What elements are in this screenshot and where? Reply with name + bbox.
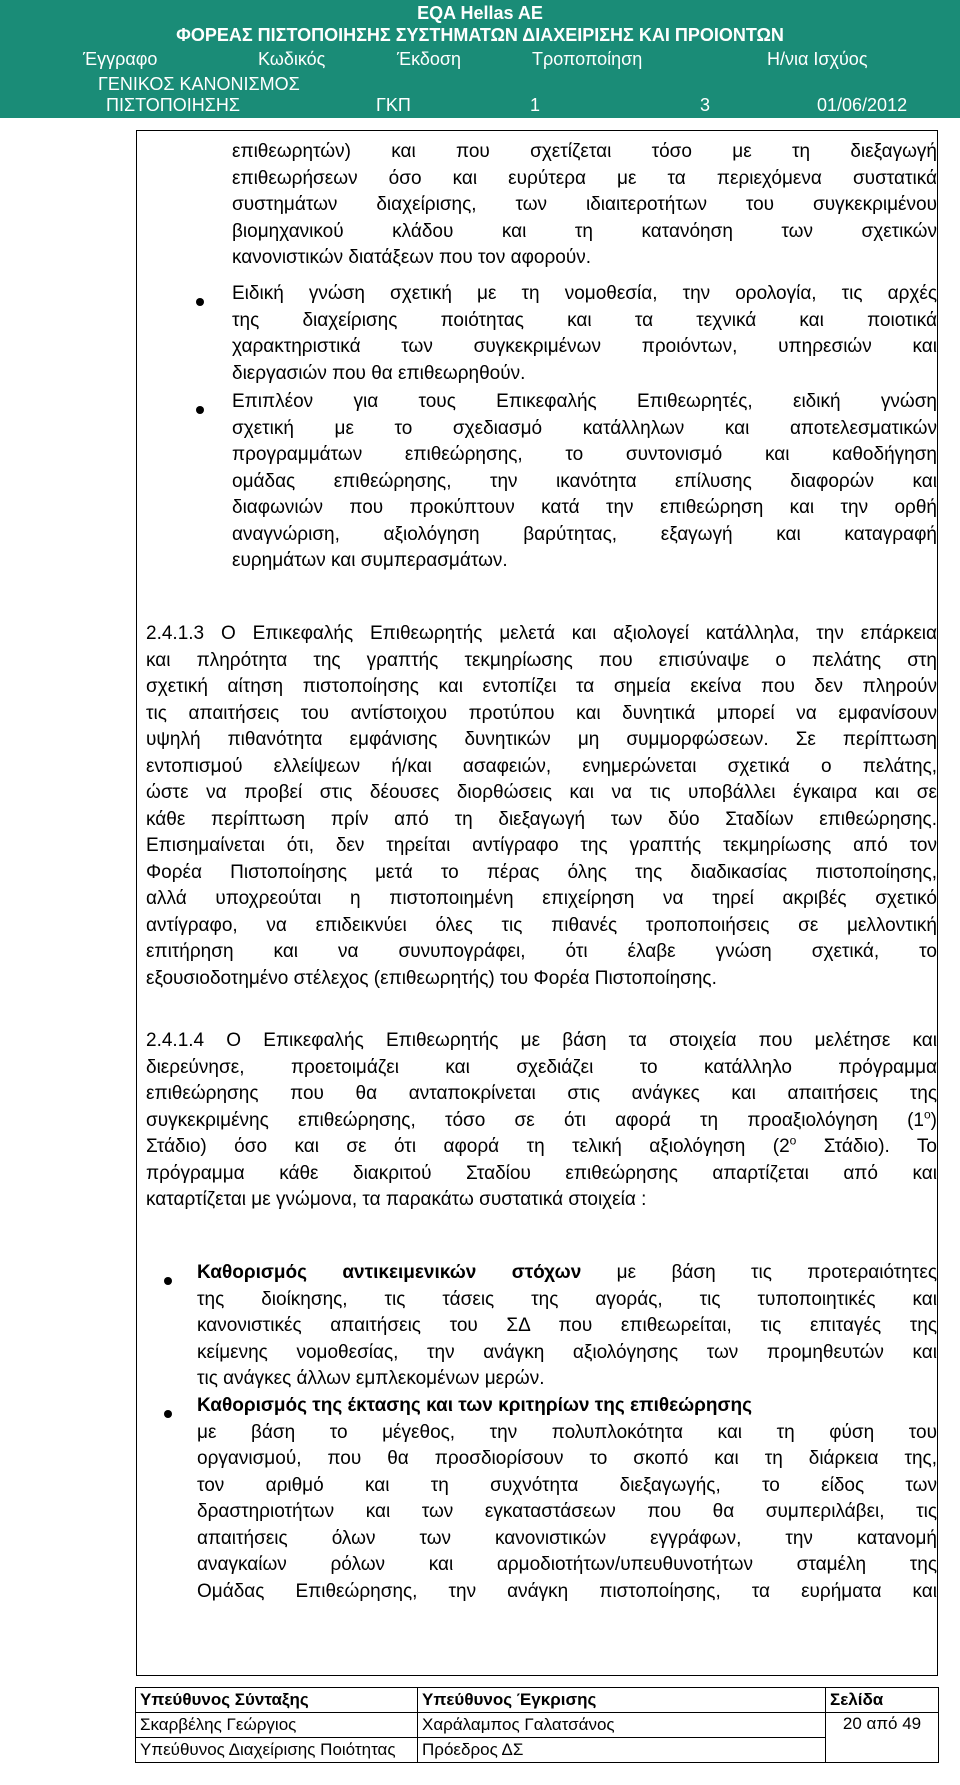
text-line: Ομάδας Επιθεώρησης, την ανάγκη πιστοποίησης, τα ευρήματα και: [197, 1580, 937, 1602]
footer-heading-page: Σελίδα: [826, 1688, 939, 1713]
doc-code: ΓΚΠ: [376, 95, 411, 115]
text-line: 2.4.1.3 Ο Επικεφαλής Επιθεωρητής μελετά και αξιολογεί κατάλληλα, την επάρκεια: [146, 623, 937, 644]
text-line: 2.4.1.4 Ο Επικεφαλής Επιθεωρητής με βάση τα στοιχεία που μελέτησε και: [146, 1030, 937, 1051]
bold-heading: Καθορισμός αντικειμενικών στόχων: [197, 1262, 582, 1283]
text-line: επιθεώρησης που θα ανταποκρίνεται στις ανάγκες και απαιτήσεις της: [146, 1083, 937, 1104]
doc-title-line-1: ΓΕΝΙΚΟΣ ΚΑΝΟΝΙΣΜΟΣ: [98, 74, 300, 94]
text-line: Επισημαίνεται ότι, δεν τηρείται αντίγραφο της γραπτής τεκμηρίωσης από τον: [146, 835, 937, 856]
text-line: πρόγραμμα κάθε διακριτού Σταδίου επιθεώρησης απαρτίζεται από και: [146, 1162, 937, 1184]
footer-compiler-name: Σκαρβέλης Γεώργιος: [136, 1713, 418, 1738]
text-line: Φορέα Πιστοποίησης μετά το πέρας όλης της διαδικασίας πιστοποίησης,: [146, 861, 937, 883]
text-line: αλλά υποχρεούται η πιστοποιημένη επιχείρηση να τηρεί ακριβές σχετικό: [146, 888, 937, 909]
footer-table: [135, 1687, 939, 1763]
text-line: Ειδική γνώση σχετική με τη νομοθεσία, την ορολογία, τις αρχές: [232, 283, 937, 304]
text-line: [146, 1108, 937, 1135]
text-fragment: με βάση τις προτεραιότητες: [581, 1262, 937, 1283]
label-code: Κωδικός: [258, 49, 326, 69]
text-fragment: Στάδιο) όσο και σε ότι αφορά τη τελική αξιολόγηση (2: [146, 1136, 790, 1157]
text-line: σχετική με το σχεδιασμό κατάλληλων και αποτελεσματικών: [232, 417, 937, 439]
header-labels-row: [0, 48, 960, 70]
text-line: τις απαιτήσεις του αντίστοιχου προτύπου και δυνητικά μπορεί να εμφανίσουν: [146, 702, 937, 724]
text-line: και πληρότητα της γραπτής τεκμηρίωσης που επισύναψε ο πελάτης στη: [146, 649, 937, 671]
section-2-4-1-4: [146, 1028, 937, 1214]
bullet-dot: [164, 1277, 172, 1285]
document-footer: [135, 1687, 938, 1781]
bullet-scope-criteria: [197, 1393, 937, 1605]
label-revision: Τροποποίηση: [532, 49, 643, 69]
bullet-objectives: [197, 1260, 937, 1393]
text-line: απαιτήσεις όλων των κανονιστικών εγγράφων, την κατανομή: [197, 1527, 937, 1549]
footer-heading-compiler: Υπεύθυνος Σύνταξης: [136, 1688, 418, 1713]
text-line: σχετική αίτηση πιστοποίησης και εντοπίζει τα σημεία εκείνα που δεν πληρούν: [146, 676, 937, 697]
superscript: ο: [923, 1107, 931, 1122]
text-line: υψηλή πιθανότητα εμφάνισης δυνητικών μη συμμορφώσεων. Σε περίπτωση: [146, 729, 937, 750]
text-line: ευρημάτων και συμπερασμάτων.: [232, 550, 508, 571]
label-document: Έγγραφο: [83, 49, 158, 69]
text-line: διεργασιών που θα επιθεωρηθούν.: [232, 362, 526, 384]
text-line: βιομηχανικού κλάδου και τη κατανόηση των σχετικών: [232, 220, 937, 242]
text-line: της διοίκησης, τις τάσεις της αγοράς, τις τυποποιητικές και: [197, 1288, 937, 1310]
doc-edition: 1: [530, 95, 541, 115]
text-line: της διαχείρισης ποιότητας και τα τεχνικά και ποιοτικά: [232, 309, 937, 331]
text-line: κάθε περίπτωση πρίν από τη διεξαγωγή των δύο Σταδίων επιθεώρησης.: [146, 808, 937, 830]
doc-title-line-2: ΠΙΣΤΟΠΟΙΗΣΗΣ: [106, 95, 241, 115]
doc-date: 01/06/2012: [817, 95, 908, 115]
text-line: διερεύνησε, προετοιμάζει και σχεδιάζει το κατάλληλο πρόγραμμα: [146, 1056, 937, 1078]
bullet-lead-auditors: [232, 389, 937, 575]
text-line: αναγκαίων ρόλων και αρμοδιοτήτων/υπευθυνοτήτων σταμέλη της: [197, 1554, 937, 1575]
bullet-dot: [196, 406, 204, 414]
text-line: [197, 1260, 937, 1287]
document-header: [0, 0, 960, 118]
text-line: καταρτίζεται με γνώμονα, τα παρακάτω συστατικά στοιχεία :: [146, 1189, 647, 1210]
text-line: προγραμμάτων επιθεώρησης, το συντονισμό και καθοδήγηση: [232, 444, 937, 465]
footer-approver-role: Πρόεδρος ΔΣ: [418, 1738, 826, 1763]
text-line: δραστηριοτήτων και των εγκαταστάσεων που θα συμπεριλάβει, τις: [197, 1501, 937, 1522]
text-line: τον αριθμό και τη συχνότητα διεξαγωγής, το είδος των: [197, 1474, 937, 1496]
text-line: με βάση το μέγεθος, την πολυπλοκότητα και τη φύση του: [197, 1421, 937, 1443]
footer-compiler-role: Υπεύθυνος Διαχείρισης Ποιότητας: [136, 1738, 418, 1763]
text-line: επιτήρηση και να συνυπογράφει, ότι έλαβε γνώση σχετικά, το: [146, 941, 937, 962]
text-line: κανονιστικών διατάξεων που τον αφορούν.: [232, 247, 592, 268]
footer-page-number: 20 από 49: [826, 1713, 939, 1763]
text-line: οργανισμού, που θα προσδιορίσουν το σκοπό και τη διάρκεια της,: [197, 1448, 937, 1469]
text-line: ομάδας επιθεώρησης, την ικανότητα επίλυσης διαφορών και: [232, 470, 937, 492]
header-title-row: [0, 73, 960, 95]
bullet-dot: [196, 298, 204, 306]
text-fragment: ): [930, 1109, 937, 1131]
text-line: [197, 1393, 937, 1420]
superscript: ο: [789, 1133, 797, 1148]
text-line: συστημάτων διαχείρισης, των ιδιαιτεροτήτων του συγκεκριμένου: [232, 194, 937, 215]
label-date: Η/νια Ισχύος: [767, 49, 868, 69]
text-line: αναγνώριση, αξιολόγηση βαρύτητας, εξαγωγή και καταγραφή: [232, 523, 937, 545]
header-org: EQA Hellas AE: [417, 3, 543, 23]
bold-heading: Καθορισμός της έκτασης και των κριτηρίων της επιθεώρησης: [197, 1395, 753, 1416]
header-system: ΦΟΡΕΑΣ ΠΙΣΤΟΠΟΙΗΣΗΣ ΣΥΣΤΗΜΑΤΩΝ ΔΙΑΧΕΙΡΙΣΗΣ ΚΑΙ ΠΡΟΙΟΝΤΩΝ: [176, 25, 784, 45]
text-line: ώστε να προβεί στις δέουσες διορθώσεις και να τις υποβάλλει έγκαιρα και σε: [146, 782, 937, 803]
doc-revision: 3: [700, 95, 711, 115]
text-line: εντοπισμού ελλείψεων ή/και ασαφειών, ενημερώνεται σχετικά ο πελάτης,: [146, 755, 937, 777]
text-line: διαφωνιών που προκύπτουν κατά την επιθεώρηση και την ορθή: [232, 497, 937, 518]
text-fragment: συγκεκριμένης επιθεώρησης, τόσο σε ότι αφορά τη προαξιολόγηση (1: [146, 1109, 924, 1131]
footer-heading-approver: Υπεύθυνος Έγκρισης: [418, 1688, 826, 1713]
label-edition: Έκδοση: [397, 49, 462, 69]
text-line: [146, 1134, 937, 1161]
text-fragment: Στάδιο). Το: [823, 1136, 937, 1157]
footer-approver-name: Χαράλαμπος Γαλατσάνος: [418, 1713, 826, 1738]
text-line: επιθεωρήσεων όσο και ευρύτερα με τα περιεχόμενα συστατικά: [232, 167, 937, 189]
text-line: κανονιστικές απαιτήσεις του ΣΔ που επιθεωρείται, τις επιταγές της: [197, 1315, 937, 1336]
text-line: τις ανάγκες άλλων εμπλεκομένων μερών.: [197, 1368, 545, 1389]
text-line: επιθεωρητών) και που σχετίζεται τόσο με τη διεξαγωγή: [232, 141, 937, 162]
bullet-dot: [164, 1410, 172, 1418]
text-line: χαρακτηριστικά των συγκεκριμένων προιόντων, υπηρεσιών και: [232, 336, 937, 357]
text-line: Επιπλέον για τους Επικεφαλής Επιθεωρητές, ειδική γνώση: [232, 391, 937, 412]
text-line: εξουσιοδοτημένο στέλεχος (επιθεωρητής) του Φορέα Πιστοποίησης.: [146, 967, 717, 989]
header-values-row: [0, 94, 960, 116]
text-line: αντίγραφο, να επιδεικνύει όλες τις πιθανές τροποποιήσεις σε μελλοντική: [146, 914, 937, 936]
continuation-paragraph: [232, 139, 937, 272]
text-line: κείμενης νομοθεσίας, την ανάγκη αξιολόγησης των προμηθευτών και: [197, 1341, 937, 1363]
bullet-specific-knowledge: [232, 281, 937, 387]
section-2-4-1-3: [146, 621, 937, 992]
